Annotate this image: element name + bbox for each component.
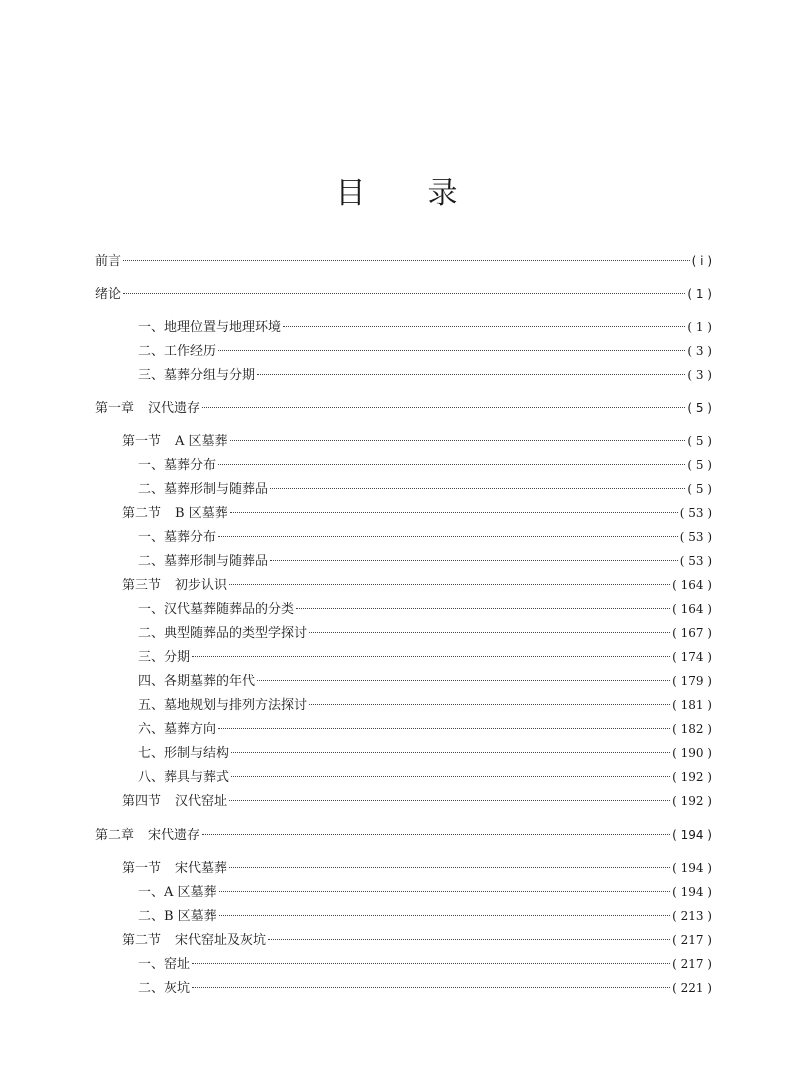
- toc-entry-page-number: ( 181 ): [672, 698, 712, 712]
- toc-entry-page-number: ( 53 ): [679, 554, 712, 568]
- toc-entry-page-number: ( 5 ): [687, 458, 712, 472]
- toc-entry-title: 二、灰坑: [138, 981, 191, 996]
- toc-entry: [95, 284, 712, 304]
- toc-entry-title: 初步认识: [175, 578, 228, 593]
- toc-entry-page-number: ( 194 ): [672, 828, 712, 842]
- dot-leader: [229, 867, 670, 868]
- toc-entry-label: [138, 624, 307, 644]
- dot-leader: [230, 440, 686, 441]
- toc-entry-number: 第一节: [122, 434, 162, 449]
- dot-leader: [202, 834, 670, 835]
- toc-entry-page-number: ( 5 ): [687, 482, 712, 496]
- toc-entry-number: 第二章: [95, 828, 135, 843]
- toc-entry-label: [95, 252, 121, 272]
- toc-entry: [138, 695, 712, 715]
- toc-entry-title: 四、各期墓葬的年代: [138, 674, 256, 689]
- toc-entry-label: [138, 480, 268, 500]
- dot-leader: [123, 260, 690, 261]
- toc-entry-page-number: ( 217 ): [672, 957, 712, 971]
- toc-entry: [138, 954, 712, 974]
- dot-leader: [309, 632, 670, 633]
- dot-leader: [283, 326, 685, 327]
- toc-entry: [138, 882, 712, 902]
- toc-entry-title: 宋代墓葬: [175, 861, 228, 876]
- toc-entry-page-number: ( 192 ): [672, 794, 712, 808]
- toc-entry: [138, 551, 712, 571]
- toc-entry-number: 第一章: [95, 401, 135, 416]
- dot-leader: [231, 776, 670, 777]
- toc-entry-label: [138, 768, 229, 788]
- toc-entry-page-number: ( 3 ): [687, 368, 712, 382]
- toc-entry-label: [138, 318, 281, 338]
- dot-leader: [219, 915, 670, 916]
- toc-entry-page-number: ( 217 ): [672, 933, 712, 947]
- toc-entry-title: 二、墓葬形制与随葬品: [138, 554, 269, 569]
- toc-entry-title: 一、墓葬分布: [138, 458, 217, 473]
- toc-entry-title: 二、墓葬形制与随葬品: [138, 482, 269, 497]
- toc-entry: [95, 825, 712, 845]
- toc-entry-label: [122, 576, 227, 596]
- toc-entry-number: 第三节: [122, 578, 162, 593]
- toc-entry-title: 一、墓葬分布: [138, 530, 217, 545]
- toc-entry: [138, 767, 712, 787]
- toc-entry-label: [138, 907, 217, 927]
- toc-entry-title: 六、墓葬方向: [138, 722, 217, 737]
- toc-entry: [122, 503, 712, 523]
- toc-entry: [95, 251, 712, 271]
- toc-entry-label: [95, 826, 200, 846]
- dot-leader: [192, 987, 670, 988]
- toc-entry: [138, 341, 712, 361]
- toc-entry-title: 二、B 区墓葬: [138, 909, 217, 924]
- toc-entry-title: 绪论: [95, 287, 122, 302]
- toc-entry: [95, 398, 712, 418]
- toc-entry-title: 一、地理位置与地理环境: [138, 320, 282, 335]
- toc-entry-label: [122, 859, 227, 879]
- toc-entry-label: [138, 696, 307, 716]
- toc-entry: [122, 930, 712, 950]
- toc-entry-title: 二、典型随葬品的类型学探讨: [138, 626, 308, 641]
- toc-entry-page-number: ( 194 ): [672, 885, 712, 899]
- toc-entry-label: [138, 456, 216, 476]
- toc-entry-label: [95, 399, 200, 419]
- dot-leader: [218, 350, 685, 351]
- toc-entry-label: [138, 744, 229, 764]
- dot-leader: [229, 800, 670, 801]
- toc-entry-label: [122, 792, 227, 812]
- toc-entry-page-number: ( 174 ): [672, 650, 712, 664]
- toc-entry-label: [122, 931, 266, 951]
- toc-entry-number: 第二节: [122, 933, 162, 948]
- toc-entry-title: 七、形制与结构: [138, 746, 230, 761]
- dot-leader: [192, 963, 670, 964]
- toc-entry: [138, 719, 712, 739]
- toc-entry-title: 宋代窑址及灰坑: [175, 933, 267, 948]
- toc-entry-title: A 区墓葬: [175, 434, 228, 449]
- toc-entry-title: 三、墓葬分组与分期: [138, 368, 256, 383]
- dot-leader: [268, 939, 670, 940]
- toc-entry-label: [122, 504, 228, 524]
- toc-entry-label: [138, 979, 190, 999]
- toc-entry-page-number: ( 164 ): [672, 578, 712, 592]
- toc-entry: [138, 365, 712, 385]
- toc-entry-page-number: ( 1 ): [687, 320, 712, 334]
- dot-leader: [257, 680, 670, 681]
- dot-leader: [231, 752, 670, 753]
- toc-entry: [122, 791, 712, 811]
- toc-entry-page-number: ( 5 ): [687, 401, 712, 415]
- toc-entry-page-number: ( 3 ): [687, 344, 712, 358]
- toc-entry-title: 三、分期: [138, 650, 191, 665]
- toc-entry-label: [95, 285, 121, 305]
- toc-entry-title: B 区墓葬: [175, 506, 228, 521]
- toc-entry-title: 二、工作经历: [138, 344, 217, 359]
- title-char-1: 目: [335, 176, 366, 211]
- toc-entry-label: [138, 883, 217, 903]
- toc-entry: [138, 647, 712, 667]
- toc-entry-label: [138, 528, 216, 548]
- toc-entry-label: [138, 720, 216, 740]
- dot-leader: [123, 293, 685, 294]
- toc-entry-page-number: ( 1 ): [687, 287, 712, 301]
- toc-entry-label: [138, 955, 190, 975]
- dot-leader: [257, 374, 685, 375]
- dot-leader: [218, 464, 685, 465]
- dot-leader: [202, 407, 685, 408]
- toc-entry-page-number: ( 190 ): [672, 746, 712, 760]
- toc-entry: [122, 431, 712, 451]
- toc-entry-label: [138, 600, 294, 620]
- toc-entry-title: 一、A 区墓葬: [138, 885, 217, 900]
- toc-entry-page-number: ( 167 ): [672, 626, 712, 640]
- toc-entry-title: 汉代窑址: [175, 794, 228, 809]
- dot-leader: [192, 656, 670, 657]
- toc-entry-page-number: ( 5 ): [687, 434, 712, 448]
- toc-entry: [138, 906, 712, 926]
- toc-entry: [138, 455, 712, 475]
- toc-entry-page-number: ( 179 ): [672, 674, 712, 688]
- toc-entry: [138, 623, 712, 643]
- toc-entry-page-number: ( 192 ): [672, 770, 712, 784]
- toc-entry-page-number: ( i ): [691, 254, 712, 268]
- toc-entry-label: [122, 432, 228, 452]
- toc-entry-label: [138, 672, 255, 692]
- toc-entry-title: 五、墓地规划与排列方法探讨: [138, 698, 308, 713]
- title-char-2: 录: [427, 176, 458, 211]
- toc-entry-page-number: ( 213 ): [672, 909, 712, 923]
- toc-entry: [122, 575, 712, 595]
- dot-leader: [219, 891, 671, 892]
- dot-leader: [229, 584, 670, 585]
- toc-entry: [138, 317, 712, 337]
- toc-entry-title: 一、窑址: [138, 957, 191, 972]
- toc-entry: [138, 527, 712, 547]
- toc-entry-page-number: ( 53 ): [679, 530, 712, 544]
- toc-entry-page-number: ( 221 ): [672, 981, 712, 995]
- dot-leader: [270, 488, 685, 489]
- toc-entry-number: 第一节: [122, 861, 162, 876]
- dot-leader: [270, 560, 678, 561]
- dot-leader: [296, 608, 670, 609]
- toc-entry-label: [138, 366, 255, 386]
- toc-entry: [138, 743, 712, 763]
- toc-entry: [138, 599, 712, 619]
- dot-leader: [230, 512, 678, 513]
- toc-entry: [138, 978, 712, 998]
- dot-leader: [309, 704, 670, 705]
- toc-entry-title: 汉代遗存: [148, 401, 201, 416]
- toc-entry-page-number: ( 194 ): [672, 861, 712, 875]
- toc-entry-label: [138, 648, 190, 668]
- toc-entry: [122, 858, 712, 878]
- toc-entry-number: 第四节: [122, 794, 162, 809]
- toc-entry: [138, 671, 712, 691]
- toc-entry-number: 第二节: [122, 506, 162, 521]
- toc-entry-title: 八、葬具与葬式: [138, 770, 230, 785]
- toc-entry-label: [138, 552, 268, 572]
- toc-entry-title: 宋代遗存: [148, 828, 201, 843]
- toc-entry-title: 前言: [95, 254, 122, 269]
- toc-entry-page-number: ( 164 ): [672, 602, 712, 616]
- toc-entry-page-number: ( 53 ): [679, 506, 712, 520]
- dot-leader: [218, 728, 670, 729]
- toc-entry-page-number: ( 182 ): [672, 722, 712, 736]
- toc-entry: [138, 479, 712, 499]
- toc-entry-label: [138, 342, 216, 362]
- dot-leader: [218, 536, 678, 537]
- toc-entry-title: 一、汉代墓葬随葬品的分类: [138, 602, 295, 617]
